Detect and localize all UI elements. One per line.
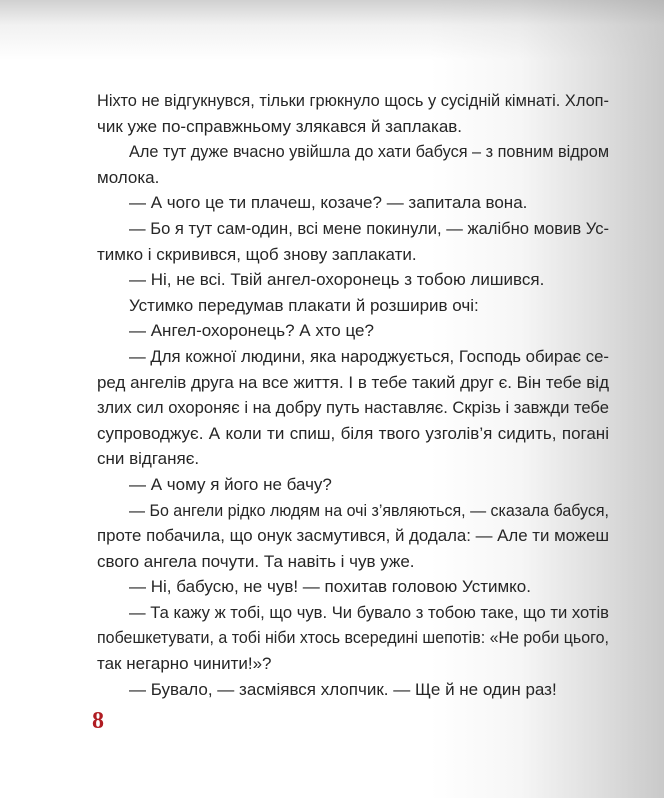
text-line: — А чого це ти плачеш, козаче? — запитала вона. <box>129 193 528 213</box>
text-line: злих сил охороняє і на добру путь наставляє. Скрізь і завжди тебе <box>97 398 610 418</box>
text-line: — Ангел-охоронець? А хто це? <box>129 321 374 341</box>
text-line: свого ангела почути. Та навіть і чув уже. <box>97 551 415 571</box>
story-text <box>97 88 609 702</box>
text-line: Але тут дуже вчасно увійшла до хати бабуся – з повним відром <box>129 142 610 162</box>
top-shadow <box>0 0 664 60</box>
text-line: тимко і скривився, щоб знову заплакати. <box>97 244 417 264</box>
text-line: — Бо ангели рідко людям на очі з’являються, — сказала бабуся, <box>129 500 609 520</box>
page-number: 8 <box>92 708 104 734</box>
text-line: — Та кажу ж тобі, що чув. Чи бувало з тобою таке, що ти хотів <box>129 602 610 622</box>
text-line: Устимко передумав плакати й розширив очі: <box>129 295 479 315</box>
text-line: так негарно чинити!»? <box>97 654 272 674</box>
text-line: супроводжує. А коли ти спиш, біля твого узголів’я сидить, погані <box>97 423 609 443</box>
text-line: — Бо я тут сам-один, всі мене покинули, — жалібно мовив Ус- <box>129 218 610 238</box>
text-line: — Бувало, — засміявся хлопчик. — Ще й не один раз! <box>129 679 557 699</box>
text-line: — А чому я його не бачу? <box>129 474 332 494</box>
text-line: чик уже по-справжньому злякався й заплакав. <box>97 116 463 136</box>
text-line: — Ні, бабусю, не чув! — похитав головою Устимко. <box>129 577 531 597</box>
text-line: молока. <box>97 167 160 187</box>
text-line: ред ангелів друга на все життя. І в тебе такий друг є. Він тебе від <box>97 372 609 392</box>
text-line: проте побачила, що онук засмутився, й додала: — Але ти можеш <box>97 526 610 546</box>
text-line: Ніхто не відгукнувся, тільки грюкнуло щось у сусідній кімнаті. Хлоп- <box>97 91 610 110</box>
text-line: — Ні, не всі. Твій ангел-охоронець з тобою лишився. <box>129 270 545 290</box>
text-line: — Для кожної людини, яка народжується, Господь обирає се- <box>129 346 610 366</box>
text-line: сни відганяє. <box>97 449 200 469</box>
text-line: побешкетувати, а тобі ніби хтось всередині шепотів: «Не роби цього, <box>97 628 609 648</box>
